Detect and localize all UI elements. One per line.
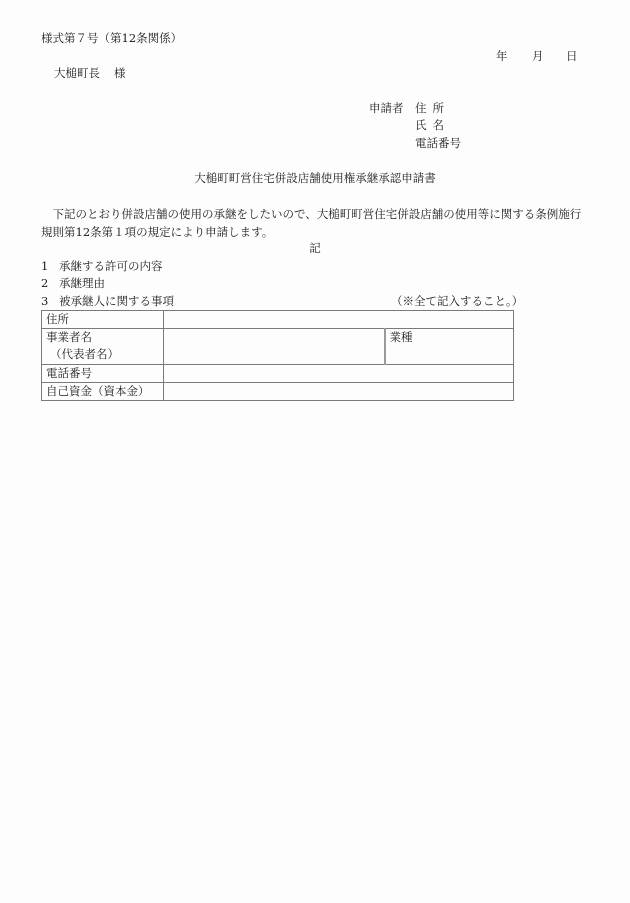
capital-label-cell: 自己資金（資本金） (42, 383, 164, 401)
business-name-value-cell[interactable] (164, 329, 385, 365)
list-item (41, 278, 105, 290)
capital-value-cell[interactable] (164, 383, 514, 401)
applicant-address-label: 住所 (415, 101, 450, 115)
document-title: 大槌町町営住宅併設店舗使用権承継承認申請書 (194, 171, 436, 185)
date-month-label: 月 (532, 49, 544, 63)
fill-all-note: （※全て記入すること。） (391, 294, 524, 308)
item-number: 1 (41, 259, 49, 273)
table-row (42, 365, 514, 383)
table-row (42, 383, 514, 401)
business-name-label: 事業者名 (46, 330, 92, 344)
business-name-label-cell (42, 329, 164, 365)
successor-info-table (41, 310, 514, 401)
address-value-cell[interactable] (164, 311, 514, 329)
applicant-name-label: 氏名 (415, 118, 450, 132)
industry-label: 業種 (389, 330, 413, 344)
item-number: 3 (41, 294, 49, 308)
body-text-line-2: 規則第12条第１項の規定により申請します。 (41, 225, 274, 239)
ki-heading: 記 (309, 241, 321, 255)
address-label-cell: 住所 (42, 311, 164, 329)
form-number: 様式第７号（第12条関係） (41, 31, 183, 45)
phone-value-cell[interactable] (164, 365, 514, 383)
date-year-label: 年 (496, 49, 508, 63)
applicant-label: 申請者 (369, 101, 404, 115)
applicant-phone-label: 電話番号 (415, 136, 461, 150)
item-text: 承継理由 (59, 276, 105, 290)
date-day-label: 日 (566, 49, 578, 63)
list-item (41, 296, 174, 308)
list-item (41, 261, 163, 273)
body-text-line-1: 下記のとおり併設店舗の使用の承継をしたいので、大槌町町営住宅併設店舗の使用等に関する条例施行 (41, 207, 582, 221)
representative-name-label: （代表者名） (50, 347, 119, 361)
date-line (496, 51, 578, 63)
item-text: 承継する許可の内容 (59, 259, 163, 273)
table-row (42, 311, 514, 329)
table-row (42, 329, 514, 365)
item-number: 2 (41, 276, 49, 290)
phone-label-cell: 電話番号 (42, 365, 164, 383)
addressee (54, 68, 126, 80)
addressee-name: 大槌町長 (54, 66, 100, 80)
addressee-suffix: 様 (114, 66, 126, 80)
item-text: 被承継人に関する事項 (59, 294, 174, 308)
industry-cell[interactable] (385, 329, 514, 365)
